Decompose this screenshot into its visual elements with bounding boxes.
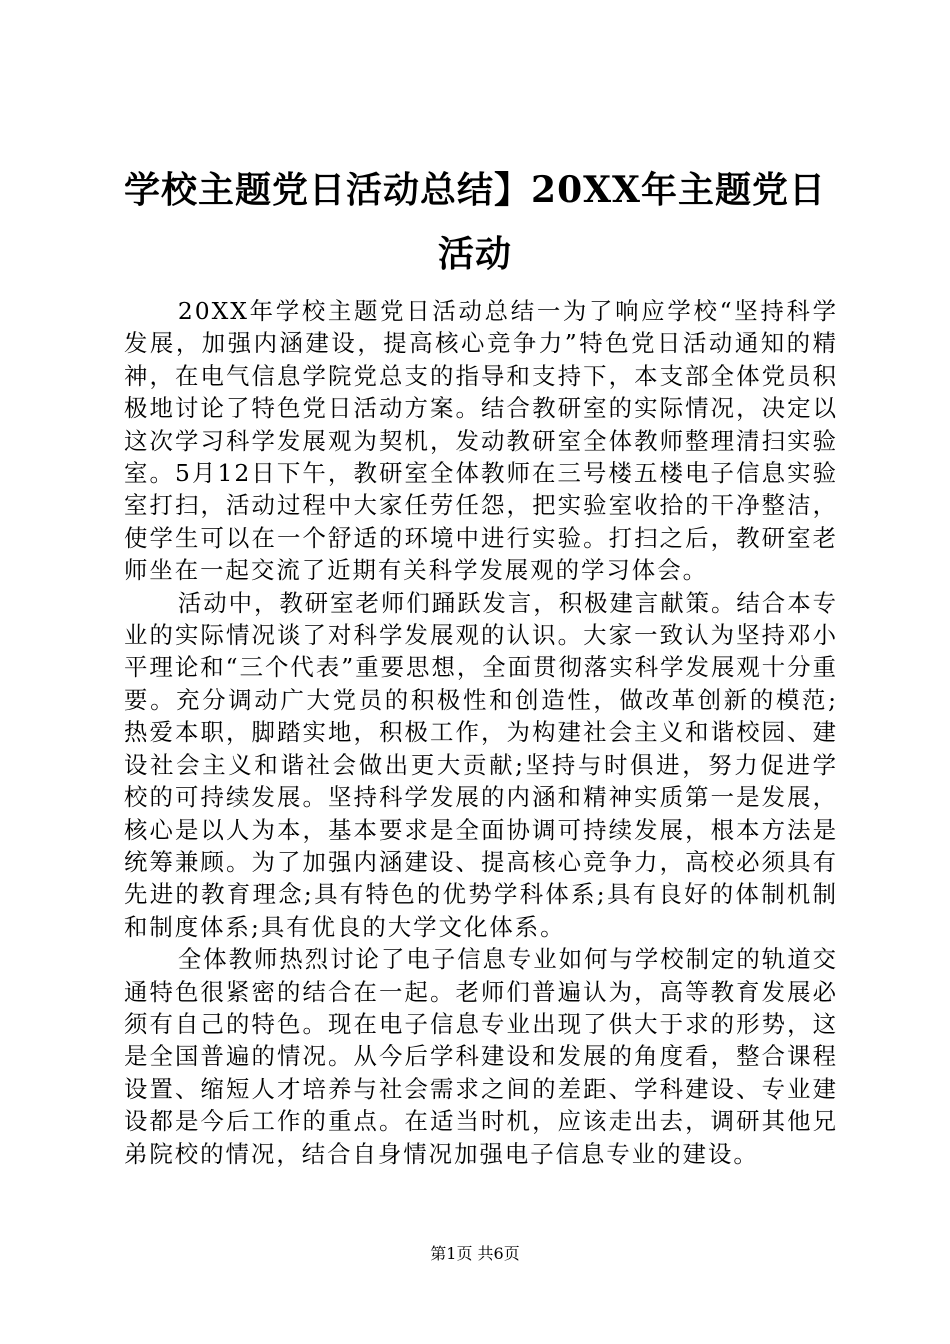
page-footer (0, 1244, 950, 1264)
page-indicator: 第1页 共6页 (430, 1244, 520, 1263)
document-body (124, 295, 838, 1170)
paragraph-1: 20XX年学校主题党日活动总结一为了响应学校“坚持科学发展，加强内涵建设，提高核心竞争力”特色党日活动通知的精神，在电气信息学院党总支的指导和支持下，本支部全体党员积极地讨论了特色党日活动方案。结合教研室的实际情况，决定以这次学习科学发展观为契机，发动教研室全体教师整理清扫实验室。5月12日下午，教研室全体教师在三号楼五楼电子信息实验室打扫，活动过程中大家任劳任怨，把实验室收拾的干净整洁，使学生可以在一个舒适的环境中进行实验。打扫之后，教研室老师坐在一起交流了近期有关科学发展观的学习体会。 (124, 297, 838, 585)
document-title: 学校主题党日活动总结】20XX年主题党日活动 (124, 169, 826, 275)
paragraph-2: 活动中，教研室老师们踊跃发言，积极建言献策。结合本专业的实际情况谈了对科学发展观的认识。大家一致认为坚持邓小平理论和“三个代表”重要思想，全面贯彻落实科学发展观十分重要。充分调动广大党员的积极性和创造性，做改革创新的模范;热爱本职，脚踏实地，积极工作，为构建社会主义和谐校园、建设社会主义和谐社会做出更大贡献;坚持与时俱进，努力促进学校的可持续发展。坚持科学发展的内涵和精神实质第一是发展，核心是以人为本，基本要求是全面协调可持续发展，根本方法是统筹兼顾。为了加强内涵建设、提高核心竞争力，高校必须具有先进的教育理念;具有特色的优势学科体系;具有良好的体制机制和制度体系;具有优良的大学文化体系。 (124, 588, 838, 941)
paragraph-3: 全体教师热烈讨论了电子信息专业如何与学校制定的轨道交通特色很紧密的结合在一起。老师们普遍认为，高等教育发展必须有自己的特色。现在电子信息专业出现了供大于求的形势，这是全国普遍的情况。从今后学科建设和发展的角度看，整合课程设置、缩短人才培养与社会需求之间的差距、学科建设、专业建设都是今后工作的重点。在适当时机，应该走出去，调研其他兄弟院校的情况，结合自身情况加强电子信息专业的建设。 (124, 945, 838, 1168)
